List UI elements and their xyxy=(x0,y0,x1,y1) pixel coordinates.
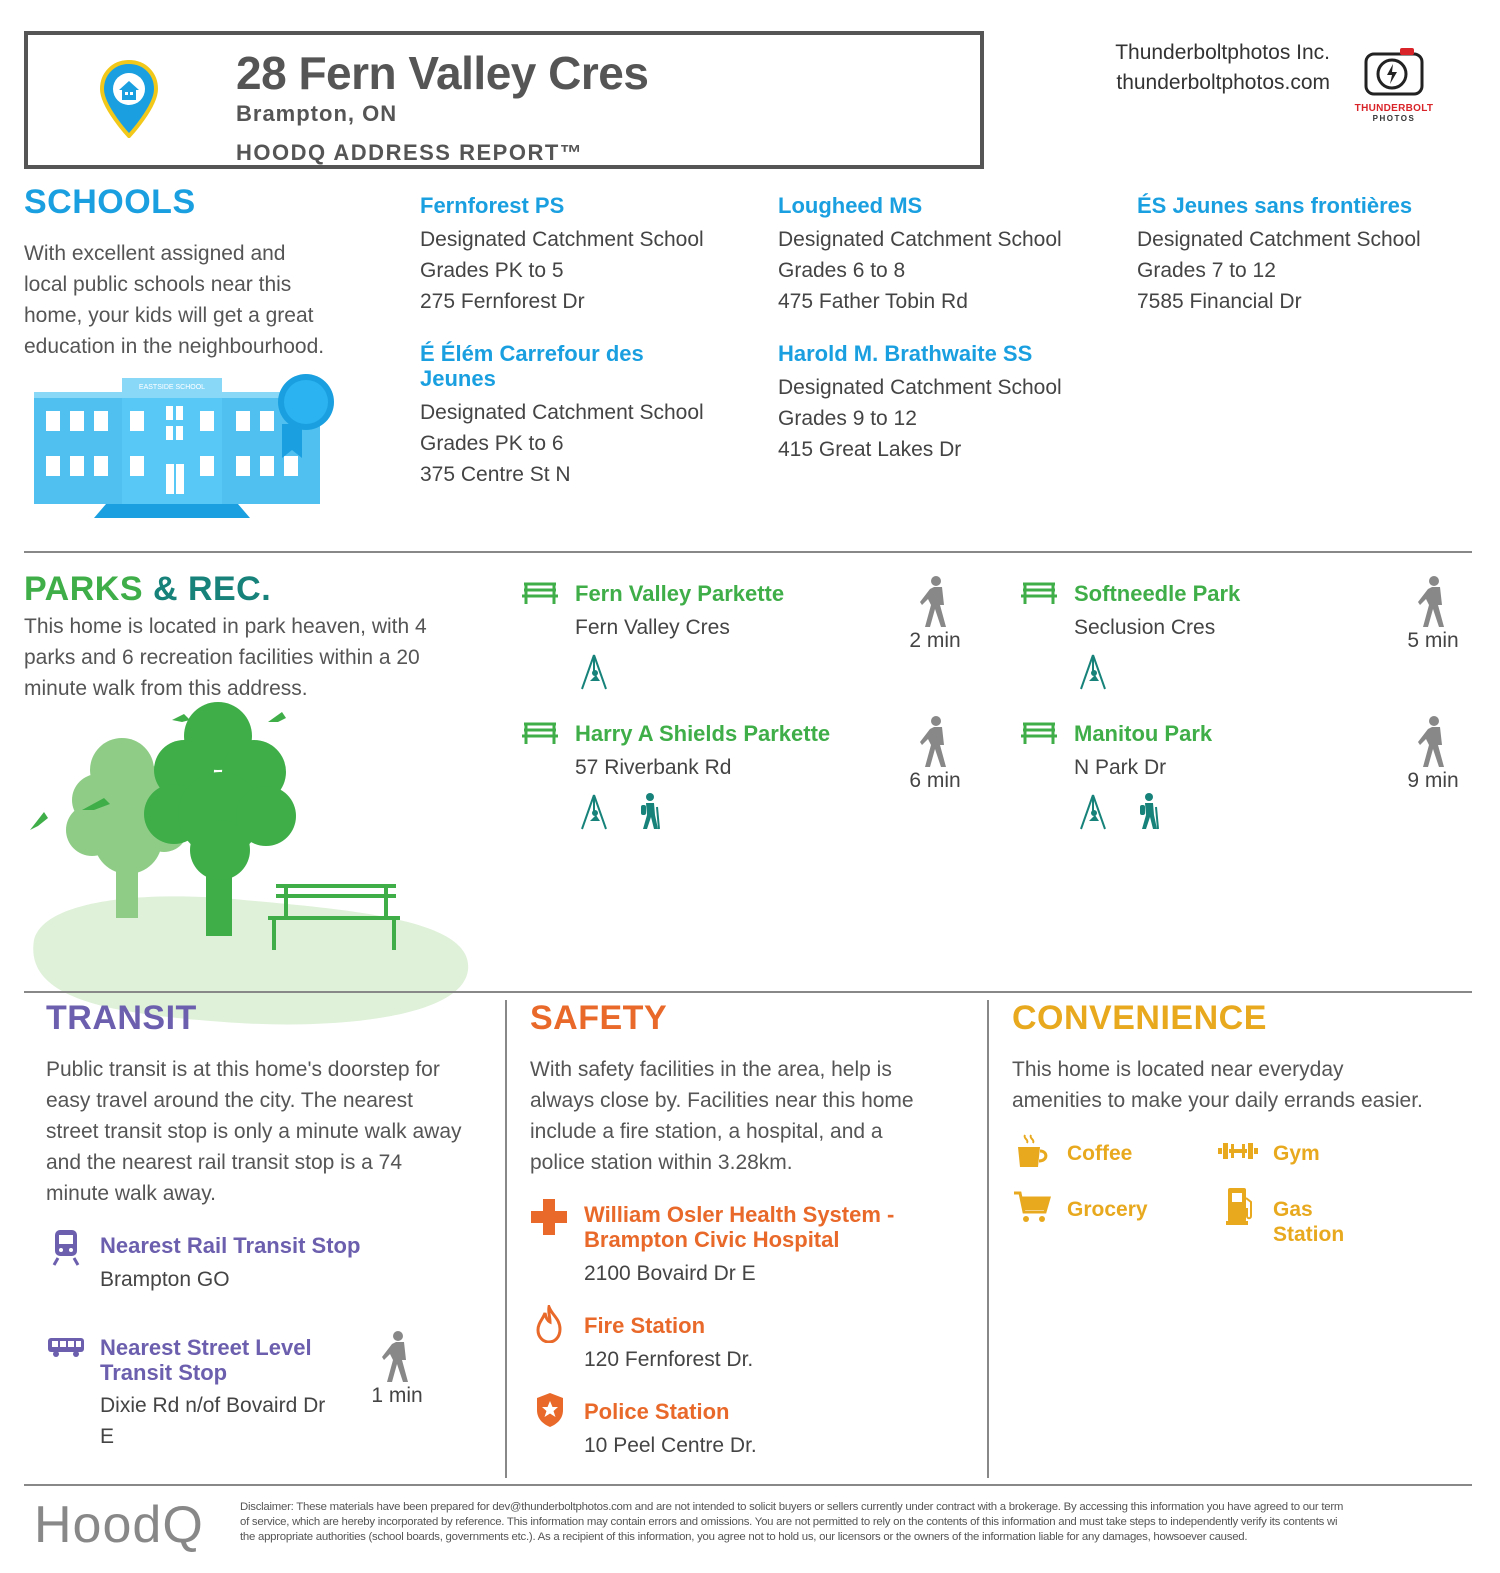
street-transit-title: Nearest Street Level Transit Stop xyxy=(100,1335,312,1385)
hospital-address: 2100 Bovaird Dr E xyxy=(584,1262,756,1285)
bench-icon xyxy=(522,721,558,745)
dumbbell-icon xyxy=(1218,1141,1258,1161)
hoodq-logo: HoodQ xyxy=(34,1496,204,1554)
grocery-label: Grocery xyxy=(1067,1198,1148,1221)
address-city: Brampton, ON xyxy=(236,101,398,126)
hospital-name: William Osler Health System - Brampton Civic Hospital xyxy=(584,1202,895,1252)
school-grades: Grades 9 to 12 xyxy=(778,407,917,430)
divider xyxy=(24,991,1472,993)
park-address: Seclusion Cres xyxy=(1074,616,1216,639)
gas-pump-icon xyxy=(1226,1186,1254,1226)
fire-station-title: Fire Station xyxy=(584,1313,706,1338)
parks-intro: This home is located in park heaven, with 4 parks and 6 recreation facilities within a 20 minute walk from this address. xyxy=(24,615,427,700)
school-name[interactable]: Lougheed MS xyxy=(778,193,923,218)
shopping-cart-icon xyxy=(1013,1190,1051,1224)
park-address: Fern Valley Cres xyxy=(575,616,730,639)
walk-time xyxy=(900,575,970,653)
park-name[interactable]: Softneedle Park xyxy=(1074,581,1241,606)
report-title: HOODQ ADDRESS REPORT™ xyxy=(236,140,584,165)
school-card xyxy=(1137,193,1477,317)
school-grades: Grades PK to 6 xyxy=(420,432,564,455)
police-badge-icon xyxy=(536,1392,564,1428)
walking-person-icon xyxy=(380,1330,414,1384)
walk-time xyxy=(1398,715,1468,793)
safety-intro: With safety facilities in the area, help is always close by. Facilities near this home include a fire station, a hospital, and a police station within 3.28km. xyxy=(530,1058,914,1174)
playground-icon xyxy=(580,793,608,831)
train-icon xyxy=(52,1228,80,1266)
park-name[interactable]: Harry A Shields Parkette xyxy=(575,721,831,746)
police-station-address: 10 Peel Centre Dr. xyxy=(584,1434,757,1457)
walk-time xyxy=(1398,575,1468,653)
coffee-icon xyxy=(1015,1133,1049,1169)
walk-time xyxy=(900,715,970,793)
gas-station-label: Gas Station xyxy=(1273,1198,1345,1246)
park-address: 57 Riverbank Rd xyxy=(575,756,732,779)
walk-minutes: 9 min xyxy=(1407,769,1459,792)
transit-title: TRANSIT xyxy=(46,999,197,1037)
hiking-icon xyxy=(638,793,660,831)
hospital-cross-icon xyxy=(531,1199,567,1235)
school-name[interactable]: Fernforest PS xyxy=(420,193,565,218)
school-name[interactable]: Harold M. Brathwaite SS xyxy=(778,341,1033,366)
school-card xyxy=(778,341,1118,465)
gym-label: Gym xyxy=(1273,1142,1320,1165)
convenience-intro: This home is located near everyday amenities to make your daily errands easier. xyxy=(1012,1058,1423,1112)
school-card xyxy=(420,193,760,317)
bench-icon xyxy=(522,581,558,605)
convenience-title: CONVENIENCE xyxy=(1012,999,1267,1037)
park-trees-illustration xyxy=(24,700,474,1030)
column-divider xyxy=(987,1000,989,1478)
park-name[interactable]: Manitou Park xyxy=(1074,721,1213,746)
school-address: 7585 Financial Dr xyxy=(1137,290,1302,313)
disclaimer: Disclaimer: These materials have been prepared for dev@thunderboltphotos.com and are not intended to solicit buyers or sellers currently under contract with a brokerage. By accessing this information you have agreed to our term of service, which are hereby incorporated by reference. This information may contain errors and omissions. You are not permitted to rely on the contents of this information and must take steps to independently verify its contents wi the appropriate authorities (school boards, governments etc.). As a recipient of this information, you agree not to hold us, our licensors or the owners of the information liable for any damages, howsoever caused. xyxy=(240,1501,1344,1543)
address-title: 28 Fern Valley Cres xyxy=(236,47,649,99)
park-address: N Park Dr xyxy=(1074,756,1167,779)
logo-line-1: THUNDERBOLT xyxy=(1354,103,1434,114)
company-name: Thunderboltphotos Inc. xyxy=(1115,41,1330,64)
company-logo xyxy=(1352,46,1436,123)
school-address: 275 Fernforest Dr xyxy=(420,290,585,313)
column-divider xyxy=(505,1000,507,1478)
walking-person-icon xyxy=(1416,575,1450,629)
police-station-title: Police Station xyxy=(584,1399,730,1424)
bus-icon xyxy=(46,1336,86,1358)
school-address: 475 Father Tobin Rd xyxy=(778,290,968,313)
playground-icon xyxy=(1079,793,1107,831)
schools-intro: With excellent assigned and local public schools near this home, your kids will get a great education in the neighbourhood. xyxy=(24,242,325,358)
divider xyxy=(24,1484,1472,1486)
walk-minutes: 2 min xyxy=(909,629,961,652)
school-building-illustration xyxy=(26,366,342,520)
street-transit-stop: Dixie Rd n/of Bovaird Dr E xyxy=(100,1394,326,1448)
coffee-label: Coffee xyxy=(1067,1142,1133,1165)
school-card xyxy=(778,193,1118,317)
bench-icon xyxy=(1021,721,1057,745)
park-name[interactable]: Fern Valley Parkette xyxy=(575,581,785,606)
walk-minutes: 5 min xyxy=(1407,629,1459,652)
home-location-pin-icon xyxy=(100,60,158,138)
school-grades: Grades 7 to 12 xyxy=(1137,259,1276,282)
school-name[interactable]: ÉS Jeunes sans frontières xyxy=(1137,193,1413,218)
schools-title: SCHOOLS xyxy=(24,183,196,221)
fire-station-address: 120 Fernforest Dr. xyxy=(584,1348,754,1371)
playground-icon xyxy=(1079,653,1107,691)
walk-minutes: 6 min xyxy=(909,769,961,792)
rail-transit-stop: Brampton GO xyxy=(100,1268,230,1291)
safety-title: SAFETY xyxy=(530,999,668,1037)
walk-minutes: 1 min xyxy=(371,1384,423,1407)
school-grades: Grades PK to 5 xyxy=(420,259,564,282)
walk-time xyxy=(362,1330,432,1408)
school-grades: Grades 6 to 8 xyxy=(778,259,906,282)
parks-title: PARKS & REC. xyxy=(24,570,272,608)
fire-icon xyxy=(536,1305,562,1343)
company-url[interactable]: thunderboltphotos.com xyxy=(1116,71,1330,94)
walking-person-icon xyxy=(1416,715,1450,769)
school-type: Designated Catchment School xyxy=(778,228,1062,251)
school-address: 375 Centre St N xyxy=(420,463,571,486)
playground-icon xyxy=(580,653,608,691)
school-type: Designated Catchment School xyxy=(420,228,704,251)
hiking-icon xyxy=(1137,793,1159,831)
school-type: Designated Catchment School xyxy=(778,376,1062,399)
school-type: Designated Catchment School xyxy=(420,401,704,424)
camera-bolt-icon xyxy=(1362,46,1426,98)
logo-line-2: PHOTOS xyxy=(1372,114,1416,123)
rail-transit-title: Nearest Rail Transit Stop xyxy=(100,1233,361,1258)
school-sign: EASTSIDE SCHOOL xyxy=(138,384,206,391)
walking-person-icon xyxy=(918,715,952,769)
school-card xyxy=(420,341,704,490)
transit-intro: Public transit is at this home's doorstep for easy travel around the city. The nearest street transit stop is only a minute walk away and the nearest rail transit stop is a 74 minute walk away. xyxy=(46,1058,462,1205)
divider xyxy=(24,551,1472,553)
school-address: 415 Great Lakes Dr xyxy=(778,438,962,461)
walking-person-icon xyxy=(918,575,952,629)
bench-icon xyxy=(1021,581,1057,605)
school-type: Designated Catchment School xyxy=(1137,228,1421,251)
school-name[interactable]: É Élém Carrefour des Jeunes xyxy=(420,341,644,391)
